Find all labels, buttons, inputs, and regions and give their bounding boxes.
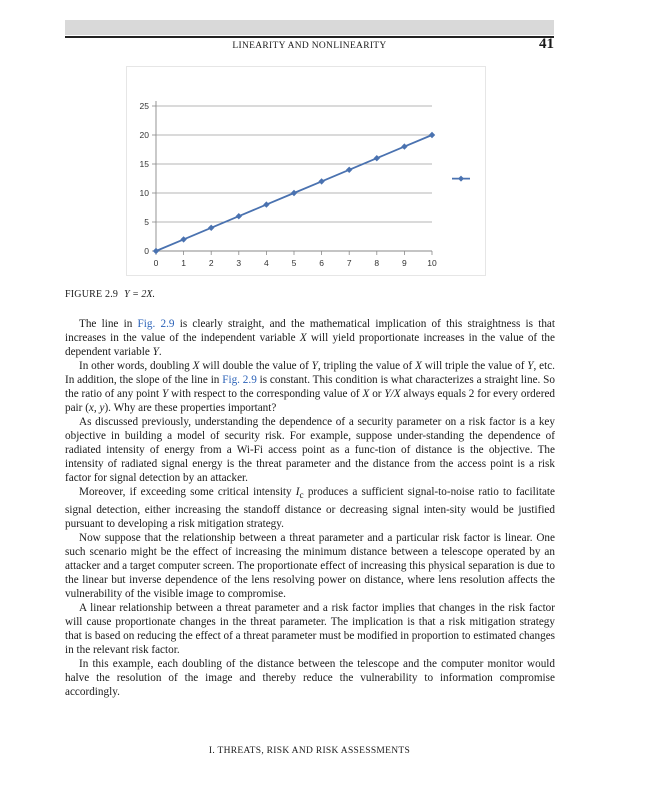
x-tick-label: 7 bbox=[346, 258, 352, 268]
text-run: will yield proportionate increases in the value of the dependent variable bbox=[65, 332, 555, 358]
paragraph bbox=[65, 415, 555, 485]
page-number: 41 bbox=[539, 36, 554, 52]
y-tick-label: 25 bbox=[139, 101, 149, 111]
text-run: with respect to the corresponding value of bbox=[168, 388, 363, 400]
data-point bbox=[401, 143, 407, 149]
text-run: is clearly straight, and the mathematical implication of this straightness is that increases in the value of the independent variable bbox=[65, 318, 555, 344]
text-run: . bbox=[158, 346, 162, 358]
x-tick-label: 10 bbox=[427, 258, 437, 268]
data-point bbox=[180, 236, 186, 242]
figure-reference-link[interactable]: Fig. 2.9 bbox=[137, 318, 175, 330]
legend bbox=[452, 176, 470, 182]
text-run: always equals 2 for every ordered pair ( bbox=[65, 388, 556, 414]
paragraph bbox=[65, 359, 555, 415]
figure-reference-link[interactable]: Fig. 2.9 bbox=[222, 374, 257, 386]
paragraph bbox=[65, 531, 555, 601]
data-point bbox=[263, 201, 269, 207]
paragraph bbox=[65, 601, 555, 657]
data-point bbox=[374, 155, 380, 161]
text-run: A linear relationship between a threat parameter and a risk factor implies that changes in the risk factor will cause proportionate changes in the threat parameter. The implication is that a risk mitigation strategy that is based on reducing the effect of a threat parameter must be modified in proportion to estimated changes in the relevant risk factor. bbox=[65, 602, 556, 657]
text-run: will double the value of bbox=[199, 360, 312, 372]
text-run: In other words, doubling bbox=[79, 360, 193, 372]
tick-labels bbox=[140, 101, 437, 268]
line-chart bbox=[126, 66, 486, 276]
data-point bbox=[236, 213, 242, 219]
figure-caption-title: Y = 2X. bbox=[124, 289, 156, 300]
x-tick-label: 0 bbox=[153, 258, 159, 268]
text-run: is constant. This condition is what characterizes a straight line. So the ratio of any point bbox=[65, 374, 555, 400]
subscript: c bbox=[299, 491, 304, 502]
math-variable: X bbox=[192, 360, 200, 372]
text-run: ). Why are these properties important? bbox=[104, 402, 277, 414]
math-variable: Y bbox=[311, 360, 318, 372]
math-variable: x, y bbox=[88, 402, 105, 414]
axes bbox=[152, 101, 432, 255]
data-point bbox=[318, 178, 324, 184]
data-point bbox=[429, 132, 435, 138]
x-tick-label: 3 bbox=[236, 258, 242, 268]
text-run: The line in bbox=[79, 318, 138, 330]
x-tick-label: 8 bbox=[374, 258, 380, 268]
math-variable: Y bbox=[152, 346, 159, 358]
data-point bbox=[346, 167, 352, 173]
x-tick-label: 2 bbox=[208, 258, 214, 268]
section-footer: I. THREATS, RISK AND RISK ASSESSMENTS bbox=[208, 746, 411, 756]
data-point bbox=[208, 225, 214, 231]
header-bar bbox=[65, 20, 554, 35]
grid-lines bbox=[127, 67, 486, 276]
y-tick-label: 0 bbox=[144, 246, 149, 256]
y-tick-label: 20 bbox=[139, 130, 149, 140]
text-run: In this example, each doubling of the distance between the telescope and the computer monitor would halve the resolution of the image and thereby reduce the vulnerability to information compromise accordingly. bbox=[65, 658, 555, 699]
x-tick-label: 1 bbox=[181, 258, 186, 268]
math-variable: X bbox=[299, 332, 307, 344]
math-variable: X bbox=[415, 360, 422, 372]
text-run: produces a sufficient signal-to-noise ratio to facilitate signal detection, either increasing the standoff distance or decreasing signal inten-sity would be justified pursuant to developing a risk mitigation strategy. bbox=[65, 486, 555, 531]
x-tick-label: 4 bbox=[264, 258, 269, 268]
header-rule bbox=[65, 36, 554, 38]
y-tick-label: 10 bbox=[139, 188, 149, 198]
text-run: As discussed previously, understanding the dependence of a security parameter on a risk factor is a key objective in building a model of security risk. For example, suppose under-standing the dependence of radiated intensity of energy from a Wi-Fi access point as a func-tion of distance is the objective. The intensity of radiated signal energy is the threat parameter and the distance from the access point is a risk factor for signal detection by an attacker. bbox=[65, 416, 555, 484]
chart-frame bbox=[127, 67, 486, 276]
paragraph bbox=[65, 657, 555, 699]
x-tick-label: 5 bbox=[291, 258, 297, 268]
y-tick-label: 15 bbox=[139, 159, 149, 169]
text-run: Now suppose that the relationship between a threat parameter and a particular risk factor is linear. One such scenario might be the effect of increasing the minimum distance between a telescope operated by an attacker and a target computer screen. The proportionate effect of increasing this physical separation is due to the linear but inverse dependence of the lens resolving power on distance, where lens resolution affects the vulnerability of the visible image to compromise. bbox=[65, 532, 555, 601]
paragraph bbox=[65, 485, 555, 531]
math-variable: I bbox=[295, 486, 300, 498]
math-variable: Y bbox=[161, 388, 169, 400]
body-text bbox=[65, 317, 555, 699]
math-variable: Y/X bbox=[384, 388, 401, 400]
y-tick-label: 5 bbox=[144, 217, 149, 227]
paragraph bbox=[65, 317, 555, 359]
text-run: or bbox=[369, 388, 385, 400]
text-run: , tripling the value of bbox=[317, 360, 416, 372]
figure-caption-label: FIGURE 2.9 bbox=[65, 289, 119, 300]
data-point bbox=[291, 190, 297, 196]
x-tick-label: 6 bbox=[319, 258, 324, 268]
math-variable: Y bbox=[527, 360, 534, 372]
running-title: LINEARITY AND NONLINEARITY bbox=[232, 41, 387, 51]
figure-chart bbox=[126, 66, 486, 276]
data-point bbox=[153, 248, 159, 254]
x-tick-label: 9 bbox=[402, 258, 407, 268]
figure-caption bbox=[65, 289, 155, 300]
text-run: , etc. In addition, the slope of the line in bbox=[65, 360, 555, 386]
legend-marker bbox=[458, 176, 464, 182]
text-run: will triple the value of bbox=[421, 360, 528, 372]
math-variable: X bbox=[362, 388, 370, 400]
text-run: Moreover, if exceeding some critical intensity bbox=[79, 486, 296, 498]
